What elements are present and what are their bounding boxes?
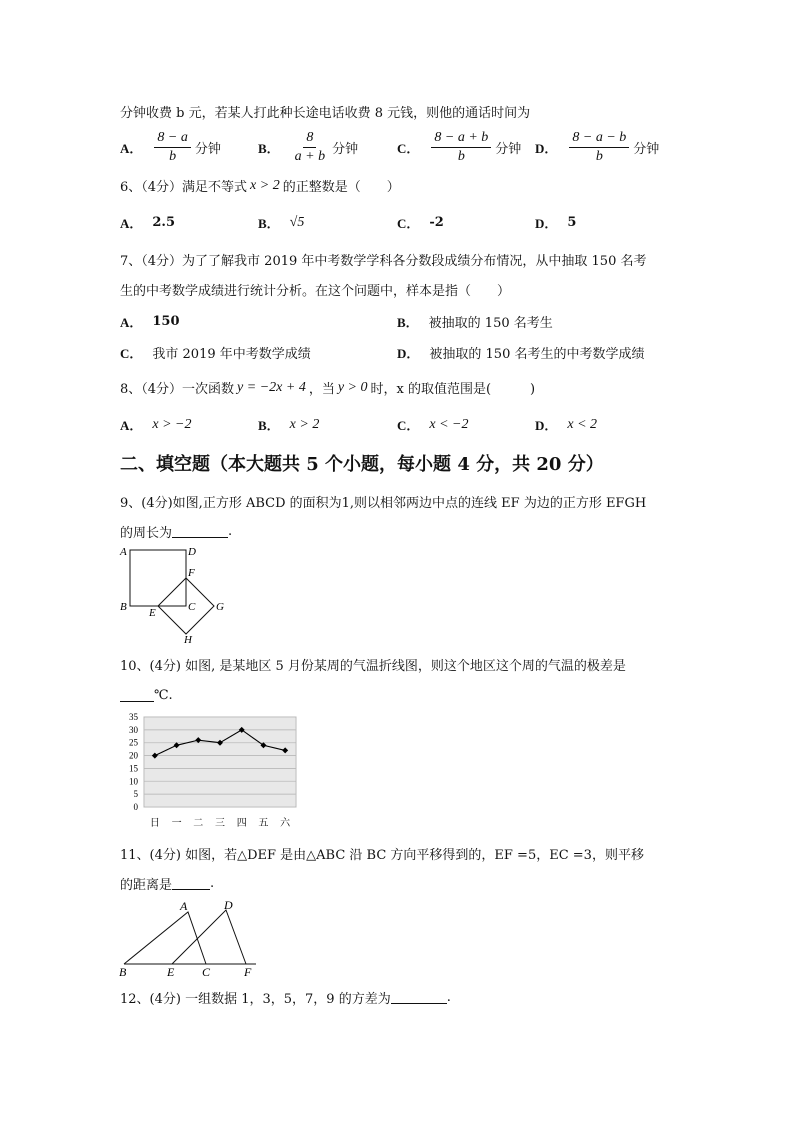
option-text: 被抽取的 150 名考生的中考数学成绩	[429, 347, 645, 362]
q6-stem-prefix: 6、（4分）满足不等式	[120, 180, 248, 195]
q5-stem: 分钟收费 b 元，若某人打此种长途电话收费 8 元钱，则他的通话时间为	[120, 106, 531, 121]
unit: 分钟	[633, 142, 660, 157]
q6-option-d[interactable]	[535, 213, 576, 232]
label-g: G	[216, 601, 224, 613]
q6-option-c[interactable]	[397, 213, 444, 232]
option-letter: A．	[120, 216, 143, 231]
chart-y-tick-labels	[129, 712, 139, 812]
q5-option-a[interactable]	[120, 130, 221, 165]
q9-square-figure	[118, 544, 228, 644]
option-letter: B．	[258, 418, 280, 433]
q9-stem-line2	[120, 522, 232, 541]
q6-option-a[interactable]	[120, 213, 175, 232]
answer-blank[interactable]	[120, 689, 154, 702]
answer-blank[interactable]	[391, 991, 447, 1004]
q11-stem-line2	[120, 874, 214, 893]
q8-stem	[120, 378, 535, 397]
chart-grid	[144, 717, 296, 807]
unit: 分钟	[495, 142, 522, 157]
option-letter: D．	[535, 216, 558, 231]
q8-stem-prefix: 8、（4分）一次函数	[120, 382, 235, 397]
q8-stem-suffix: 时，x 的取值范围是( )	[370, 382, 536, 397]
q8-option-c[interactable]	[397, 415, 469, 434]
temperature-line-chart	[116, 711, 306, 833]
q6-stem-suffix: 的正整数是（ ）	[282, 180, 400, 195]
label-f: F	[188, 567, 195, 579]
q7-stem-line1: 7、（4分）为了了解我市 2019 年中考数学学科各分数段成绩分布情况，从中抽取 150 名考	[120, 254, 647, 269]
q8-stem-mid: ，当	[308, 382, 335, 397]
x-tick-label: 日	[149, 818, 160, 829]
option-text: x > −2	[152, 416, 192, 432]
option-letter: B．	[258, 141, 280, 156]
triangle-abc	[124, 912, 206, 964]
fraction: $\frac{8 - a - b}{b}$	[569, 130, 629, 165]
option-text: x < −2	[429, 416, 469, 432]
q7-option-a[interactable]	[120, 312, 180, 331]
x-tick-label: 四	[236, 818, 247, 829]
q12-stem-end: .	[446, 990, 451, 1005]
label-e: E	[167, 965, 175, 978]
q11-stem-text: 的距离是	[120, 878, 173, 893]
label-d: D	[188, 546, 196, 558]
q8-option-d[interactable]	[535, 415, 597, 434]
option-letter: D．	[535, 141, 558, 156]
fraction: $\frac{8 - a}{b}$	[154, 130, 190, 165]
q8-function: y = −2x + 4	[237, 379, 306, 395]
q10-stem-line1: 10、(4分) 如图, 是某地区 5 月份某周的气温折线图，则这个地区这个周的气温的极差是	[120, 659, 626, 674]
section-heading-fill-in-blank: 二、填空题（本大题共 5 个小题，每小题 4 分，共 20 分）	[120, 454, 604, 475]
option-text: 2.5	[152, 215, 176, 230]
answer-blank[interactable]	[172, 877, 210, 890]
label-f: F	[244, 965, 252, 978]
option-letter: D．	[535, 418, 558, 433]
q12-stem	[120, 988, 451, 1007]
q9-stem-line1: 9、(4分)如图,正方形 ABCD 的面积为1,则以相邻两边中点的连线 EF 为边的正方形 EFGH	[120, 496, 647, 511]
q8-option-b[interactable]	[258, 415, 319, 434]
y-tick-label: 10	[129, 776, 138, 787]
option-text: 被抽取的 150 名考生	[428, 316, 553, 331]
label-b: B	[120, 601, 127, 613]
label-a: A	[180, 899, 188, 913]
label-b: B	[119, 965, 127, 978]
option-letter: C．	[397, 141, 420, 156]
q7-option-d[interactable]	[397, 343, 644, 362]
option-letter: C．	[397, 418, 420, 433]
q7-option-b[interactable]	[397, 312, 553, 331]
q12-stem-text: 12、(4分) 一组数据 1，3，5，7，9 的方差为	[120, 992, 391, 1007]
y-tick-label: 15	[129, 763, 138, 774]
option-text: 我市 2019 年中考数学成绩	[152, 347, 311, 362]
option-text: √5	[289, 214, 305, 230]
option-letter: B．	[258, 216, 280, 231]
q7-option-c[interactable]	[120, 343, 311, 362]
q5-option-c[interactable]	[397, 130, 521, 165]
answer-blank[interactable]	[172, 525, 228, 538]
q6-stem	[120, 176, 400, 195]
unit: 分钟	[194, 142, 221, 157]
fraction: $\frac{8 - a + b}{b}$	[431, 130, 491, 165]
x-tick-label: 六	[280, 818, 291, 829]
square-abcd	[130, 550, 186, 606]
option-text: 5	[567, 215, 577, 230]
q10-stem-line2	[120, 688, 173, 703]
y-tick-label: 20	[129, 750, 138, 761]
y-tick-label: 25	[129, 737, 138, 748]
q9-stem-text: 的周长为	[120, 526, 173, 541]
label-c: C	[202, 965, 211, 978]
chart-x-tick-labels	[150, 817, 291, 829]
q7-stem-line2: 生的中考数学成绩进行统计分析。在这个问题中，样本是指（ ）	[120, 284, 511, 299]
unit: 分钟	[332, 142, 359, 157]
q11-stem-end: .	[210, 876, 215, 891]
q8-condition: y > 0	[337, 379, 368, 395]
option-letter: D．	[397, 346, 420, 361]
label-e: E	[149, 607, 156, 619]
q8-option-a[interactable]	[120, 415, 192, 434]
y-tick-label: 35	[129, 712, 138, 722]
fraction: $\frac{8}{a + b}$	[294, 130, 326, 164]
option-letter: A．	[120, 141, 143, 156]
option-letter: A．	[120, 315, 143, 330]
q10-stem-end: ℃.	[154, 688, 173, 703]
q6-inequality: x > 2	[250, 177, 280, 193]
label-h: H	[184, 634, 192, 644]
option-letter: B．	[397, 315, 419, 330]
q5-option-b[interactable]	[258, 130, 358, 165]
q9-stem-end: .	[228, 524, 233, 539]
option-letter: C．	[120, 346, 143, 361]
q11-stem-line1: 11、(4分) 如图，若△DEF 是由△ABC 沿 BC 方向平移得到的，EF =5，EC =3，则平移	[120, 848, 644, 863]
option-text: 150	[152, 314, 180, 329]
x-tick-label: 三	[215, 818, 225, 829]
x-tick-label: 一	[171, 818, 182, 829]
triangle-def	[172, 910, 246, 964]
q11-translation-figure	[116, 898, 266, 978]
option-letter: C．	[397, 216, 420, 231]
option-text: -2	[429, 215, 444, 230]
q6-option-b[interactable]	[258, 213, 304, 232]
plot-area	[144, 717, 296, 807]
x-tick-label: 五	[258, 818, 269, 829]
y-tick-label: 5	[133, 789, 138, 800]
label-c: C	[188, 601, 196, 613]
x-tick-label: 二	[193, 818, 204, 829]
label-d: D	[224, 898, 233, 912]
option-letter: A．	[120, 418, 143, 433]
option-text: x < 2	[567, 416, 598, 432]
label-a: A	[120, 546, 127, 558]
y-tick-label: 30	[129, 724, 138, 735]
option-text: x > 2	[289, 416, 320, 432]
q5-option-d[interactable]	[535, 130, 659, 165]
y-tick-label: 0	[133, 802, 138, 812]
